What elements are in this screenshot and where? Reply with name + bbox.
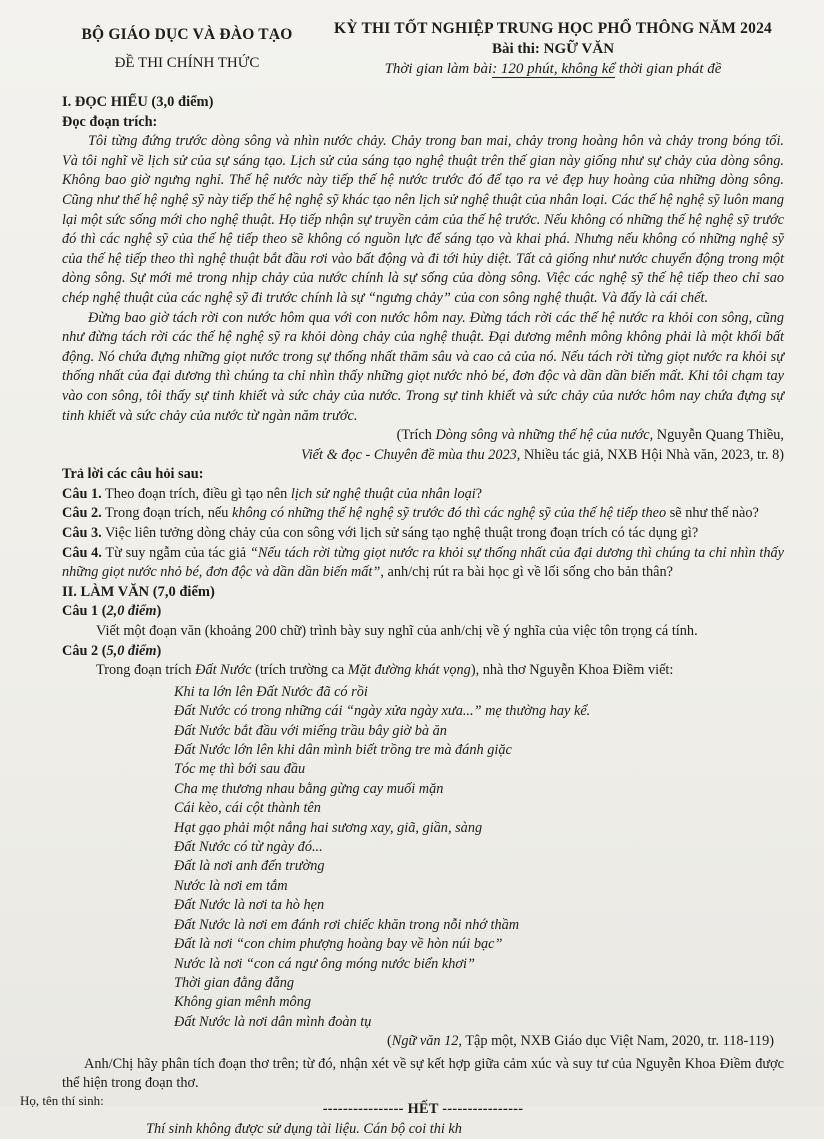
question-3 xyxy=(62,524,784,544)
intro-epic: Mặt đường khát vọng xyxy=(348,662,471,678)
essay2-label-text: Câu 2 ( xyxy=(62,643,106,659)
poem-source-book: Ngữ văn 12 xyxy=(392,1033,459,1049)
end-marker: ---------------- HẾT ---------------- xyxy=(62,1100,784,1120)
poem-line: Đất Nước có trong những cái “ngày xửa ngày xưa...” mẹ thường hay kể. xyxy=(174,702,784,721)
exam-header xyxy=(318,20,788,78)
intro-part1: Trong đoạn trích xyxy=(96,662,195,678)
poem-source-rest: , Tập một, NXB Giáo dục Việt Nam, 2020, tr. 118-119) xyxy=(458,1033,774,1049)
official-label: ĐỀ THI CHÍNH THỨC xyxy=(62,55,312,72)
poem-line: Đất Nước lớn lên khi dân mình biết trồng tre mà đánh giặc xyxy=(174,741,784,760)
time-suffix: thời gian phát đề xyxy=(615,61,721,77)
essay1-points: 2,0 điểm xyxy=(106,603,156,619)
essay2-label xyxy=(62,642,784,662)
q3-text: Việc liên tưởng dòng chảy của con sông với lịch sử sáng tạo nghệ thuật trong đoạn trích có tác dụng gì? xyxy=(102,525,698,541)
candidate-name-line: Họ, tên thí sinh: xyxy=(20,1093,104,1109)
essay2-intro xyxy=(62,661,784,681)
q1-end: ? xyxy=(476,486,482,502)
citation-prefix: (Trích xyxy=(397,427,436,443)
poem-line: Nước là nơi “con cá ngư ông móng nước biển khơi” xyxy=(174,955,784,974)
question-4 xyxy=(62,544,784,583)
q2-italic: không có những thế hệ nghệ sỹ trước đó thì các nghệ sỹ của thế hệ tiếp theo xyxy=(232,505,666,521)
intro-part2: (trích trường ca xyxy=(252,662,348,678)
poem-line: Đất là nơi “con chim phượng hoàng bay về hòn núi bạc” xyxy=(174,935,784,954)
poem-line: Thời gian đằng đẵng xyxy=(174,974,784,993)
passage-citation-line2 xyxy=(62,446,784,466)
q1-italic: lịch sử nghệ thuật của nhân loại xyxy=(291,486,476,502)
candidate-note: Thí sinh không được sử dụng tài liệu. Cán bộ coi thi kh xyxy=(146,1120,784,1139)
part1-heading: I. ĐỌC HIỂU (3,0 điểm) xyxy=(62,93,784,113)
poem-line: Đất Nước là nơi ta hò hẹn xyxy=(174,896,784,915)
time-value: : 120 phút, không kể xyxy=(492,61,615,78)
poem-line: Đất Nước có từ ngày đó... xyxy=(174,838,784,857)
ministry-name: BỘ GIÁO DỤC VÀ ĐÀO TẠO xyxy=(62,26,312,44)
exam-subject: Bài thi: NGỮ VĂN xyxy=(318,41,788,58)
essay1-close: ) xyxy=(157,603,162,619)
citation-work: Dòng sông và những thế hệ của nước xyxy=(435,427,649,443)
intro-work: Đất Nước xyxy=(195,662,251,678)
poem-line: Đất Nước là nơi dân mình đoàn tụ xyxy=(174,1013,784,1032)
part2-heading: II. LÀM VĂN (7,0 điểm) xyxy=(62,583,784,603)
q3-label: Câu 3. xyxy=(62,525,102,541)
poem-line: Đất Nước là nơi em đánh rơi chiếc khăn trong nỗi nhớ thầm xyxy=(174,916,784,935)
citation-author: , Nguyễn Quang Thiều, xyxy=(650,427,784,443)
poem-excerpt xyxy=(174,683,784,1032)
poem-line: Không gian mênh mông xyxy=(174,993,784,1012)
poem-source: (Ngữ văn 12, Tập một, NXB Giáo dục Việt Nam, 2020, tr. 118-119) xyxy=(62,1032,774,1052)
essay2-points: 5,0 điểm xyxy=(106,643,156,659)
passage-paragraph-2: Đừng bao giờ tách rời con nước hôm qua với con nước hôm nay. Đừng tách rời các thế hệ nước ra khỏi con sông, cũng như đừng tách rời các thế hệ nghệ sỹ ra khỏi dòng chảy của nghệ thuật. Đại dương mênh mông không phải là một khối bất động. Nó chứa đựng những giọt nước trong sự thống nhất thăm sâu và cao cả của nó. Nếu tách rời từng giọt nước ra khỏi sự thống nhất của đại dương thì chúng ta chỉ nhìn thấy những giọt nước nhỏ bé, đơn độc và dần dần biến mất. Khi tôi chạm tay vào con sông, tôi thấy sự tinh khiết và sức chảy của nước. Trong sự tinh khiết và sức chảy của nước hôm nay chứa đựng sự tinh khiết và sức chảy của nước từ ngàn năm trước. xyxy=(62,309,784,427)
reading-passage xyxy=(62,132,784,426)
question-1 xyxy=(62,485,784,505)
q4-label: Câu 4. xyxy=(62,545,102,561)
q4-text: Từ suy ngẫm của tác giả xyxy=(102,545,250,561)
ministry-block xyxy=(62,26,312,72)
citation-publisher: , Nhiều tác giả, NXB Hội Nhà văn, 2023, tr. 8) xyxy=(517,447,784,463)
poem-line: Đất Nước bắt đầu với miếng trầu bây giờ bà ăn xyxy=(174,722,784,741)
exam-time xyxy=(318,61,788,78)
poem-line: Cái kèo, cái cột thành tên xyxy=(174,799,784,818)
poem-line: Hạt gạo phải một nắng hai sương xay, giã, giần, sàng xyxy=(174,819,784,838)
q2-text: Trong đoạn trích, nếu xyxy=(102,505,232,521)
essay1-label-text: Câu 1 ( xyxy=(62,603,106,619)
essay2-task: Anh/Chị hãy phân tích đoạn thơ trên; từ đó, nhận xét về sự kết hợp giữa cảm xúc và suy tư của Nguyễn Khoa Điềm được thể hiện trong đoạn thơ. xyxy=(62,1055,784,1094)
poem-line: Đất là nơi anh đến trường xyxy=(174,857,784,876)
poem-line: Nước là nơi em tắm xyxy=(174,877,784,896)
read-label: Đọc đoạn trích: xyxy=(62,113,784,133)
poem-line: Cha mẹ thương nhau bằng gừng cay muối mặn xyxy=(174,780,784,799)
poem-line: Khi ta lớn lên Đất Nước đã có rồi xyxy=(174,683,784,702)
q2-end: sẽ như thế nào? xyxy=(666,505,759,521)
q1-text: Theo đoạn trích, điều gì tạo nên xyxy=(102,486,291,502)
exam-title: KỲ THI TỐT NGHIỆP TRUNG HỌC PHỔ THÔNG NĂM 2024 xyxy=(318,20,788,38)
essay1-prompt: Viết một đoạn văn (khoảng 200 chữ) trình bày suy nghĩ của anh/chị về ý nghĩa của việc tôn trọng cá tính. xyxy=(62,622,784,642)
q4-italic: “Nếu tách rời từng giọt nước ra khỏi sự thống nhất của đại dương thì chúng ta chỉ nhìn thấy những giọt nước nhỏ bé, đơn độc và dần dần biến mất” xyxy=(62,545,784,581)
q4-end: , anh/chị rút ra bài học gì về lối sống cho bản thân? xyxy=(380,564,673,580)
passage-paragraph-1: Tôi từng đứng trước dòng sông và nhìn nước chảy. Chảy trong ban mai, chảy trong hoàng hôn và chảy trong bóng tối. Và tôi nghĩ về lịch sử của sự sáng tạo. Lịch sử của sáng tạo nghệ thuật trên thế gian này giống như sự chảy của dòng sông. Không bao giờ ngưng nghỉ. Thế hệ nước này tiếp thế hệ nước trước đó để tạo ra vẻ đẹp huy hoàng của những dòng sông. Cũng như thế hệ nghệ sỹ này tiếp thế hệ nghệ sỹ khác tạo nên lịch sử nghệ thuật của nhân loại. Các thế hệ nghệ sỹ luôn mang lại một sức sống mới cho nghệ thuật. Họ tiếp nhận sự truyền cảm của thế hệ trước. Nếu không có những thế hệ nghệ sỹ trước đó thì các nghệ sỹ của thế hệ tiếp theo sẽ không có nguồn lực để sáng tạo và khai phá. Nhưng nếu không có những nghệ sỹ của thế hệ tiếp theo thì nghệ thuật bắt đầu rơi vào bất động và đi tới hủy diệt. Tất cả giống như nước chuyển động trong một dòng sông. Sự mới mẻ trong nhịp chảy của nước chính là sự sống của dòng sông. Việc các nghệ sỹ thế hệ tiếp theo chỉ sao chép nghệ thuật của các nghệ sỹ đi trước chính là sự “ngưng chảy” của con sông nghệ thuật. Và đấy là cái chết. xyxy=(62,132,784,308)
exam-body xyxy=(62,93,784,1139)
citation-journal: Viết & đọc - Chuyên đề mùa thu 2023 xyxy=(301,447,517,463)
passage-citation xyxy=(62,426,784,446)
essay2-close: ) xyxy=(157,643,162,659)
poem-line: Tóc mẹ thì bới sau đầu xyxy=(174,760,784,779)
intro-part3: ), nhà thơ Nguyễn Khoa Điềm viết: xyxy=(471,662,674,678)
q1-label: Câu 1. xyxy=(62,486,102,502)
q2-label: Câu 2. xyxy=(62,505,102,521)
essay1-label xyxy=(62,602,784,622)
questions-label: Trả lời các câu hỏi sau: xyxy=(62,465,784,485)
question-2 xyxy=(62,504,784,524)
time-prefix: Thời gian làm bài xyxy=(385,61,493,77)
